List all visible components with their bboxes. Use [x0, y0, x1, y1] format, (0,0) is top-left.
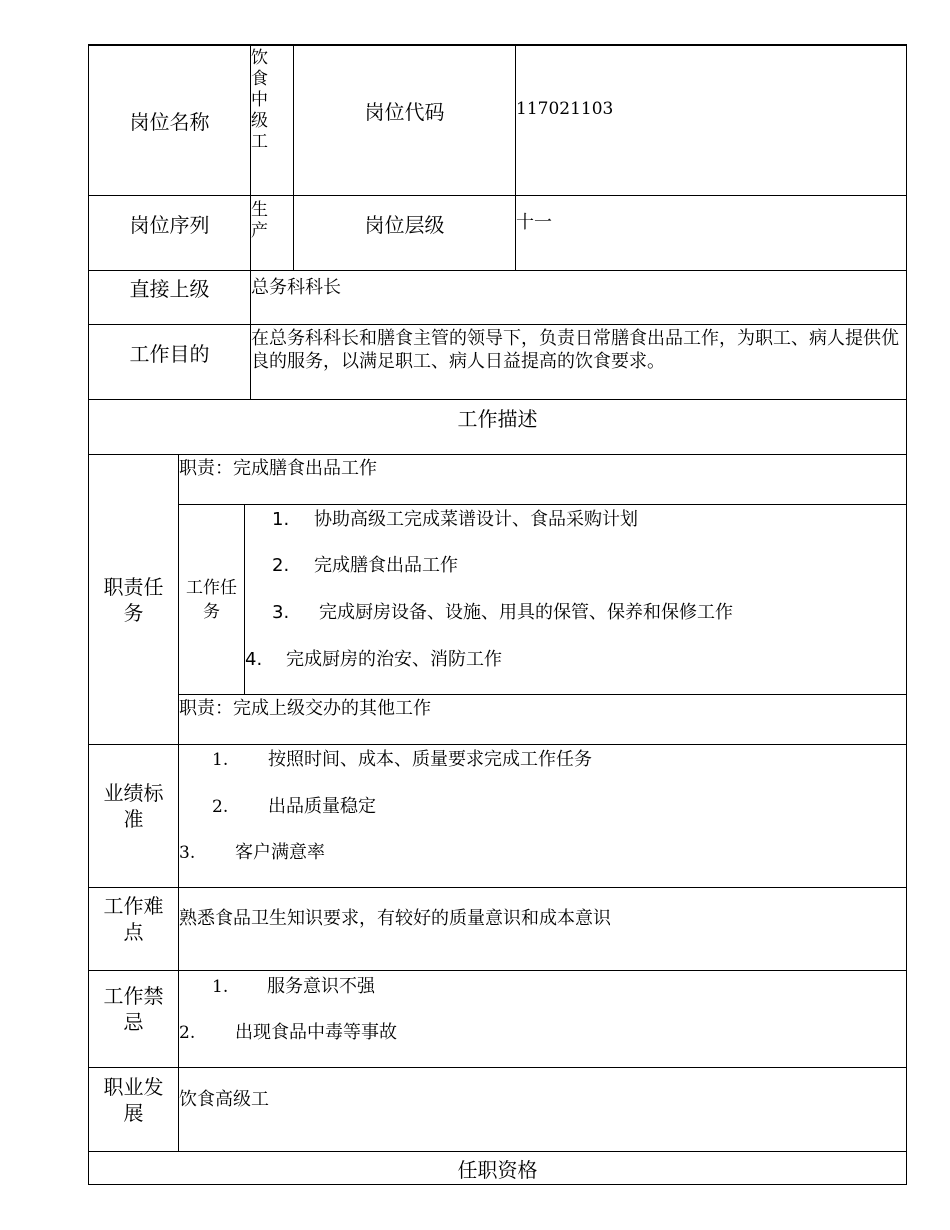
qualification-title: 任职资格 — [457, 1157, 538, 1182]
duty-1: 职责：完成膳食出品工作 — [179, 458, 377, 479]
position-code-value: 117021103 — [516, 99, 614, 119]
rule — [88, 887, 907, 888]
task-num: 1. — [272, 509, 290, 530]
taboo-text: 出现食品中毒等事故 — [235, 1022, 397, 1043]
task-item — [272, 601, 733, 624]
difficulty-label-text: 工作难点 — [103, 894, 164, 944]
task-text: 完成厨房设备、设施、用具的保管、保养和保修工作 — [319, 602, 733, 623]
career-value: 饮食高级工 — [179, 1089, 269, 1110]
performance-num: 1. — [212, 750, 229, 770]
position-code-label: 岗位代码 — [364, 100, 445, 124]
rule — [88, 1067, 907, 1068]
difficulty-label — [89, 888, 178, 950]
performance-text: 按照时间、成本、质量要求完成工作任务 — [268, 749, 592, 770]
task-item — [272, 508, 638, 531]
position-level-label: 岗位层级 — [364, 212, 445, 237]
task-num: 2. — [272, 555, 290, 576]
rule — [88, 454, 907, 455]
task-text: 完成厨房的治安、消防工作 — [286, 649, 502, 670]
task-text: 完成膳食出品工作 — [314, 555, 458, 576]
taboo-label-text: 工作禁忌 — [103, 984, 164, 1034]
performance-label-text: 业绩标准 — [103, 781, 164, 831]
taboo-text: 服务意识不强 — [267, 976, 375, 997]
supervisor-value: 总务科科长 — [251, 277, 341, 298]
task-num: 4. — [245, 649, 263, 670]
rule — [515, 44, 516, 270]
taboo-item — [179, 1021, 397, 1045]
position-seq-label: 岗位序列 — [129, 212, 210, 237]
task-num: 3. — [272, 602, 290, 623]
performance-num: 2. — [212, 797, 229, 817]
difficulty-value: 熟悉食品卫生知识要求，有较好的质量意识和成本意识 — [179, 908, 611, 929]
performance-item — [212, 748, 592, 772]
position-level-value: 十一 — [516, 212, 552, 233]
performance-item — [212, 795, 376, 819]
task-item — [272, 554, 458, 577]
rule — [88, 744, 907, 745]
career-label-text: 职业发展 — [103, 1075, 164, 1125]
performance-text: 客户满意率 — [235, 842, 325, 863]
position-name-value: 饮食中级工 — [251, 48, 268, 152]
task-item — [245, 648, 502, 671]
border-outer-right — [906, 44, 907, 1185]
taboo-label — [89, 971, 178, 1047]
performance-label — [89, 745, 178, 867]
taboo-num: 2. — [179, 1023, 196, 1043]
purpose-value: 在总务科科长和膳食主管的领导下，负责日常膳食出品工作，为职工、病人提供优良的服务，以满足职工、病人日益提高的饮食要求。 — [251, 328, 899, 372]
task-label-text: 工作任务 — [186, 577, 237, 622]
taboo-item — [212, 975, 375, 999]
position-name-label: 岗位名称 — [129, 110, 210, 134]
task-text: 协助高级工完成菜谱设计、食品采购计划 — [314, 509, 638, 530]
rule — [179, 504, 907, 505]
rule — [88, 970, 907, 971]
career-label — [89, 1068, 178, 1132]
taboo-num: 1. — [212, 977, 229, 997]
rule — [179, 694, 907, 695]
work-description-title: 工作描述 — [457, 406, 538, 431]
duty-2: 职责：完成上级交办的其他工作 — [179, 698, 431, 719]
duty-label — [89, 455, 178, 744]
performance-text: 出品质量稳定 — [268, 796, 376, 817]
performance-item — [179, 841, 325, 865]
purpose-label: 工作目的 — [129, 341, 210, 366]
border-outer-bottom — [88, 1184, 907, 1185]
duty-label-text: 职责任务 — [103, 574, 164, 625]
position-seq-value: 生产 — [251, 200, 268, 241]
performance-num: 3. — [179, 843, 196, 863]
supervisor-label: 直接上级 — [129, 276, 210, 301]
task-label — [179, 505, 244, 694]
